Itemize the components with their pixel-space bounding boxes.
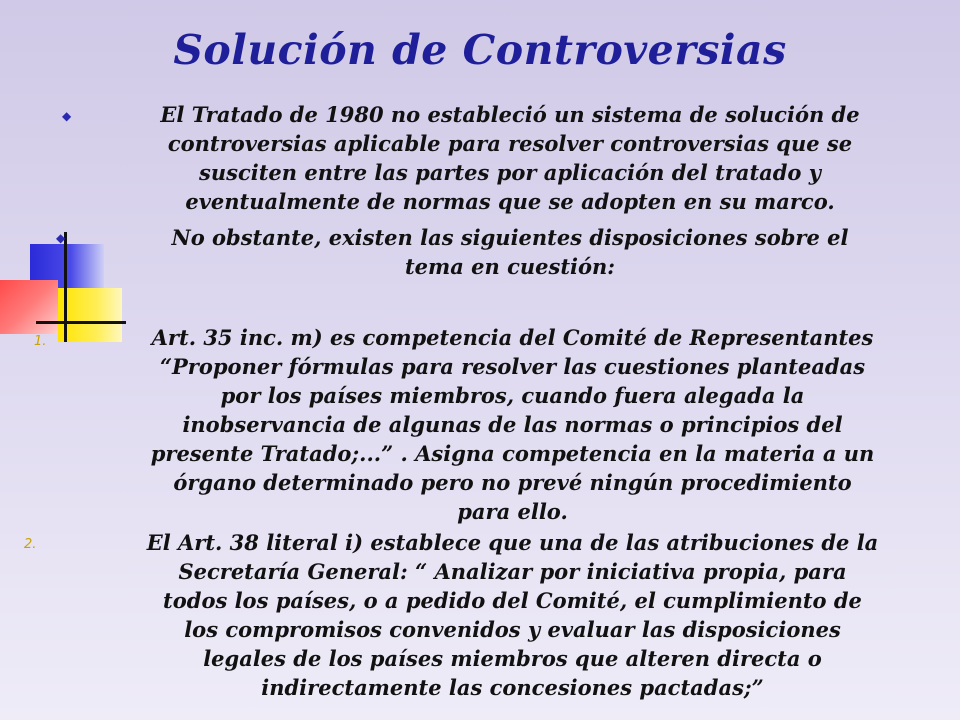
text-line: todos los países, o a pedido del Comité, el cumplimiento de bbox=[163, 588, 862, 613]
diamond-bullet-icon: ◆ bbox=[56, 231, 66, 245]
numbered-item bbox=[70, 528, 955, 702]
text-line: El Tratado de 1980 no estableció un sistema de solución de bbox=[160, 102, 860, 127]
text-line: tema en cuestión: bbox=[404, 254, 616, 279]
text-line: No obstante, existen las siguientes disposiciones sobre el bbox=[171, 225, 849, 250]
text-line: Secretaría General: “ Analizar por iniciativa propia, para bbox=[178, 559, 847, 584]
text-line: inobservancia de algunas de las normas o principios del bbox=[182, 412, 843, 437]
text-line: “Proponer fórmulas para resolver las cuestiones planteadas bbox=[159, 354, 866, 379]
bullet-paragraph bbox=[90, 223, 930, 281]
text-line: órgano determinado pero no prevé ningún procedimiento bbox=[173, 470, 852, 495]
red-square-decoration bbox=[0, 280, 58, 334]
diamond-bullet-icon: ◆ bbox=[62, 109, 72, 123]
text-line: por los países miembros, cuando fuera alegada la bbox=[220, 383, 805, 408]
text-line: El Art. 38 literal i) establece que una de las atribuciones de la bbox=[146, 530, 879, 555]
text-line: eventualmente de normas que se adopten en su marco. bbox=[185, 189, 835, 214]
vertical-line-decoration bbox=[64, 232, 67, 342]
text-line: presente Tratado;...” . Asigna competencia en la materia a un bbox=[150, 441, 875, 466]
text-line: legales de los países miembros que alteren directa o bbox=[203, 646, 822, 671]
text-line: indirectamente las concesiones pactadas;” bbox=[261, 675, 764, 700]
text-line: los compromisos convenidos y evaluar las disposiciones bbox=[184, 617, 841, 642]
text-line: Art. 35 inc. m) es competencia del Comité de Representantes bbox=[151, 325, 874, 350]
list-number: 2. bbox=[24, 537, 37, 552]
text-line: controversias aplicable para resolver controversias que se bbox=[167, 131, 853, 156]
bullet-paragraph bbox=[90, 100, 930, 216]
list-number: 1. bbox=[34, 334, 47, 349]
numbered-item bbox=[70, 323, 955, 526]
slide-title: Solución de Controversias bbox=[173, 26, 787, 74]
text-line: susciten entre las partes por aplicación del tratado y bbox=[199, 160, 821, 185]
text-line: para ello. bbox=[457, 499, 568, 524]
